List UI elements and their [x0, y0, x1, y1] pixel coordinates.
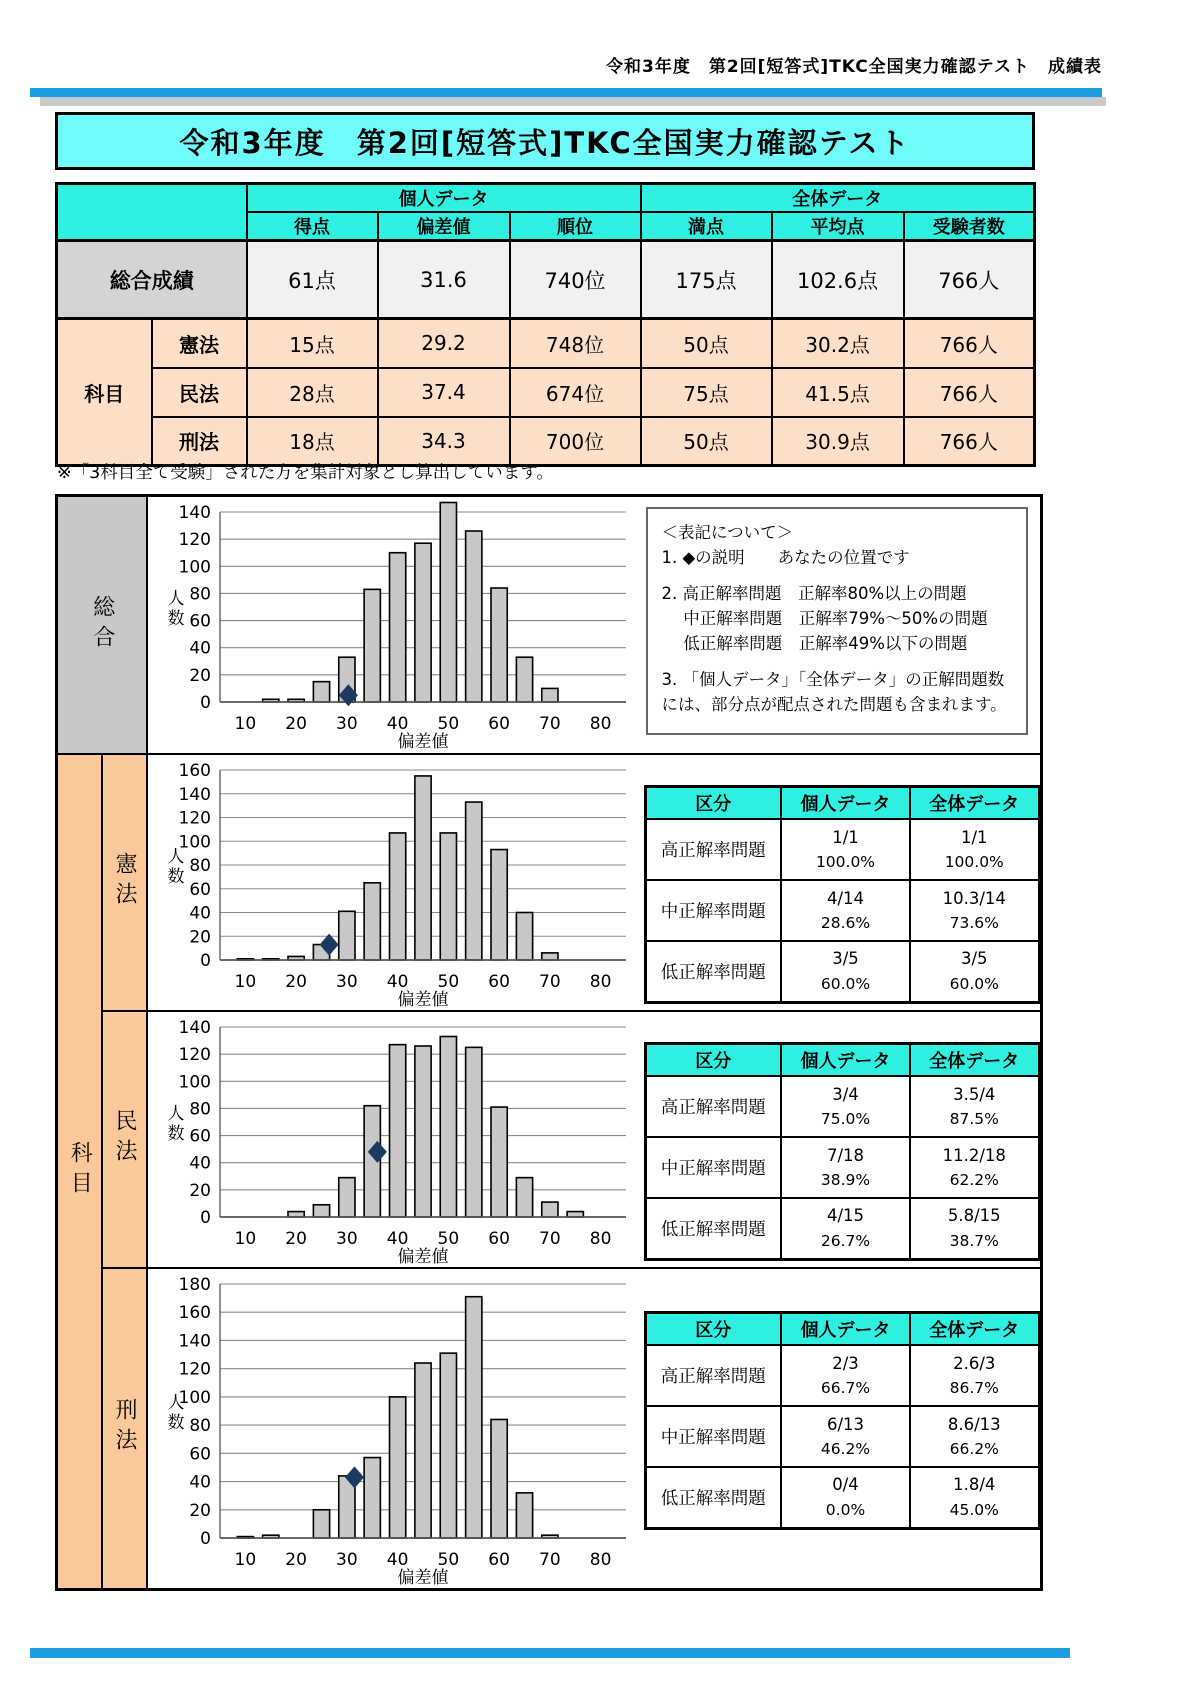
svg-text:70: 70	[538, 971, 561, 992]
svg-text:100: 100	[178, 1071, 211, 1092]
rating-header: 区分	[645, 786, 781, 819]
value: 10.3/14	[942, 888, 1006, 908]
svg-text:10: 10	[234, 971, 256, 992]
svg-text:60: 60	[487, 714, 510, 734]
value: 3/5	[832, 949, 859, 969]
value: 5.8/15	[947, 1206, 1001, 1226]
rating-header: 区分	[645, 1312, 781, 1345]
cell: 748位	[510, 319, 641, 368]
rating-row-label: 中正解率問題	[645, 1406, 781, 1467]
svg-text:60: 60	[487, 1228, 510, 1249]
svg-text:数: 数	[167, 866, 184, 887]
label-text: 科目	[67, 1141, 93, 1202]
cell: 30.2点	[772, 319, 904, 368]
cell: 50点	[641, 319, 772, 368]
svg-text:40: 40	[188, 1153, 211, 1174]
svg-text:数: 数	[167, 609, 184, 629]
cell: 28点	[247, 368, 378, 417]
label-text: 総合	[89, 594, 115, 655]
rating-table-kenpo	[644, 785, 1041, 1004]
cell: 50点	[641, 417, 772, 466]
cell: 766人	[904, 368, 1035, 417]
cell: 674位	[510, 368, 641, 417]
svg-text:50: 50	[437, 1549, 459, 1570]
svg-text:120: 120	[178, 808, 211, 828]
svg-text:120: 120	[178, 1359, 211, 1380]
svg-text:偏差値: 偏差値	[397, 1246, 448, 1267]
group-header-personal: 個人データ	[247, 184, 641, 213]
svg-text:20: 20	[284, 714, 307, 734]
label-text: 刑法	[112, 1398, 137, 1459]
total-score: 61点	[247, 241, 378, 319]
svg-text:80: 80	[589, 1549, 611, 1570]
value: 3/4	[832, 1084, 859, 1104]
cell: 18点	[247, 417, 378, 466]
col-header-average: 平均点	[772, 212, 904, 241]
cell: 766人	[904, 319, 1035, 368]
top-divider-shadow	[40, 97, 1106, 106]
group-header-overall: 全体データ	[641, 184, 1035, 213]
value: 26.7%	[820, 1231, 871, 1250]
subject-group-label: 科目	[57, 319, 152, 466]
rating-row-label: 高正解率問題	[645, 1345, 781, 1406]
value: 3/5	[960, 949, 988, 969]
value: 11.2/18	[942, 1145, 1006, 1165]
svg-text:10: 10	[234, 714, 256, 734]
histogram-sougou	[150, 500, 632, 752]
value: 7/18	[826, 1145, 865, 1165]
svg-text:100: 100	[178, 831, 211, 852]
svg-text:60: 60	[188, 611, 211, 632]
svg-text:80: 80	[188, 1098, 211, 1119]
svg-text:数: 数	[167, 1123, 184, 1144]
value: 6/13	[826, 1414, 865, 1434]
value: 45.0%	[949, 1500, 999, 1519]
svg-text:0: 0	[199, 1207, 211, 1228]
svg-text:0: 0	[199, 693, 211, 713]
svg-text:偏差値: 偏差値	[397, 732, 448, 752]
value: 86.7%	[949, 1379, 999, 1398]
svg-text:140: 140	[178, 1017, 211, 1038]
legend-box	[646, 507, 1028, 735]
top-divider-bar	[30, 88, 1102, 97]
rating-table-minpo	[644, 1042, 1041, 1261]
svg-text:20: 20	[188, 1500, 211, 1521]
svg-text:80: 80	[188, 855, 211, 876]
svg-text:100: 100	[178, 1387, 211, 1408]
svg-text:60: 60	[487, 971, 510, 992]
score-table	[55, 182, 1036, 467]
score-table-corner	[57, 184, 247, 241]
cell: 766人	[904, 417, 1035, 466]
value: 8.6/13	[947, 1414, 1001, 1434]
total-examinees: 766人	[904, 241, 1035, 319]
svg-text:120: 120	[178, 1044, 211, 1065]
rating-row-label: 高正解率問題	[645, 819, 781, 880]
svg-text:0: 0	[199, 1528, 211, 1549]
cell: 34.3	[378, 417, 510, 466]
svg-text:50: 50	[437, 1228, 459, 1249]
row-label-minpo: 民法	[152, 368, 247, 417]
cell: 15点	[247, 319, 378, 368]
value: 66.2%	[949, 1440, 999, 1459]
svg-text:70: 70	[538, 1549, 561, 1570]
chart-grid	[55, 494, 1043, 1591]
svg-text:偏差値: 偏差値	[397, 1567, 448, 1588]
cell: 37.4	[378, 368, 510, 417]
svg-text:20: 20	[188, 665, 211, 686]
svg-text:40: 40	[188, 903, 211, 923]
svg-text:20: 20	[284, 971, 307, 992]
section-label-sougou	[57, 496, 147, 754]
svg-text:10: 10	[234, 1549, 256, 1570]
title-banner	[55, 112, 1035, 170]
svg-text:40: 40	[386, 1549, 408, 1570]
svg-text:30: 30	[335, 714, 358, 734]
value: 1.8/4	[953, 1475, 996, 1495]
cell: 75点	[641, 368, 772, 417]
value: 1/1	[832, 827, 859, 847]
rating-header: 全体データ	[910, 1043, 1039, 1076]
legend-line: 中正解率問題 正解率79%～50%の問題	[661, 609, 988, 629]
section-label-keiho	[102, 1268, 147, 1590]
label-text: 憲法	[112, 852, 137, 912]
svg-text:60: 60	[487, 1549, 510, 1570]
rating-row-label: 中正解率問題	[645, 880, 781, 941]
rating-header: 区分	[645, 1043, 781, 1076]
svg-text:20: 20	[188, 1180, 211, 1201]
svg-text:20: 20	[284, 1549, 307, 1570]
svg-text:40: 40	[188, 1472, 211, 1493]
cell: 30.9点	[772, 417, 904, 466]
svg-text:80: 80	[188, 1415, 211, 1436]
svg-text:数: 数	[167, 1412, 184, 1433]
histogram-minpo	[150, 1015, 632, 1267]
value: 2/3	[832, 1353, 859, 1373]
value: 62.2%	[949, 1171, 999, 1190]
svg-text:80: 80	[589, 971, 611, 992]
total-fullmarks: 175点	[641, 241, 772, 319]
cell: 29.2	[378, 319, 510, 368]
rating-header: 個人データ	[781, 786, 910, 819]
svg-text:120: 120	[178, 530, 211, 551]
svg-text:20: 20	[188, 926, 211, 947]
svg-text:人: 人	[167, 1392, 184, 1413]
row-label-kenpo: 憲法	[152, 319, 247, 368]
svg-text:40: 40	[386, 1228, 408, 1249]
value: 4/14	[826, 888, 865, 908]
histogram-keiho	[150, 1272, 632, 1588]
svg-text:70: 70	[538, 714, 561, 734]
total-average: 102.6点	[772, 241, 904, 319]
rating-header: 全体データ	[910, 786, 1039, 819]
svg-text:人: 人	[167, 1103, 184, 1124]
svg-text:80: 80	[188, 584, 211, 605]
rating-row-label: 低正解率問題	[645, 1467, 781, 1528]
svg-text:偏差値: 偏差値	[397, 989, 448, 1010]
total-row-label: 総合成績	[57, 241, 247, 319]
value: 60.0%	[820, 974, 871, 993]
value: 0.0%	[825, 1500, 866, 1519]
page-title: 令和3年度 第2回[短答式]TKC全国実力確認テスト	[179, 125, 911, 160]
value: 75.0%	[820, 1110, 871, 1129]
rating-row-label: 中正解率問題	[645, 1137, 781, 1198]
svg-text:140: 140	[178, 503, 211, 523]
footnote: ※「3科目全て受験」された方を集計対象とし算出しています。	[57, 463, 554, 483]
value: 66.7%	[820, 1379, 871, 1398]
svg-text:70: 70	[538, 1228, 561, 1249]
col-header-fullmarks: 満点	[641, 212, 772, 241]
rating-row-label: 低正解率問題	[645, 941, 781, 1002]
col-header-deviation: 偏差値	[378, 212, 510, 241]
svg-text:0: 0	[199, 950, 211, 971]
value: 46.2%	[820, 1440, 871, 1459]
rating-header: 全体データ	[910, 1312, 1039, 1345]
svg-text:30: 30	[335, 1549, 358, 1570]
svg-text:60: 60	[188, 1443, 211, 1464]
label-text: 民法	[112, 1109, 137, 1169]
svg-text:50: 50	[437, 714, 459, 734]
rating-header: 個人データ	[781, 1312, 910, 1345]
histogram-kenpo	[150, 758, 632, 1010]
svg-text:人: 人	[167, 846, 184, 867]
rating-table-keiho	[644, 1311, 1041, 1530]
svg-text:160: 160	[178, 760, 211, 781]
svg-text:60: 60	[188, 879, 211, 900]
section-label-kenpo	[102, 754, 147, 1011]
legend-line: ＜表記について＞	[661, 523, 794, 542]
svg-text:140: 140	[178, 1330, 211, 1351]
value: 3.5/4	[953, 1084, 996, 1104]
svg-text:30: 30	[335, 1228, 358, 1249]
col-header-score: 得点	[247, 212, 378, 241]
total-rank: 740位	[510, 241, 641, 319]
value: 28.6%	[820, 914, 871, 933]
value: 60.0%	[949, 974, 999, 993]
svg-text:50: 50	[437, 971, 459, 992]
value: 73.6%	[949, 914, 999, 933]
legend-line: 1. ◆の説明 あなたの位置です	[661, 548, 910, 568]
bottom-divider-bar	[30, 1648, 1070, 1658]
svg-text:100: 100	[178, 557, 211, 578]
svg-text:60: 60	[188, 1126, 211, 1147]
value: 87.5%	[949, 1110, 999, 1129]
rating-row-label: 低正解率問題	[645, 1198, 781, 1259]
svg-text:180: 180	[178, 1274, 211, 1295]
svg-text:人: 人	[167, 589, 184, 609]
svg-text:160: 160	[178, 1302, 211, 1323]
section-label-minpo	[102, 1011, 147, 1268]
svg-text:20: 20	[284, 1228, 307, 1249]
col-header-examinees: 受験者数	[904, 212, 1035, 241]
cell: 700位	[510, 417, 641, 466]
value: 1/1	[960, 827, 988, 847]
col-header-rank: 順位	[510, 212, 641, 241]
value: 2.6/3	[953, 1353, 996, 1373]
rating-header: 個人データ	[781, 1043, 910, 1076]
legend-line: 低正解率問題 正解率49%以下の問題	[661, 634, 968, 654]
svg-text:40: 40	[188, 638, 211, 659]
value: 38.7%	[949, 1231, 999, 1250]
legend-line: 3. 「個人データ」「全体データ」の正解問題数には、部分点が配点された問題も含まれます。	[661, 670, 1007, 715]
value: 38.9%	[820, 1171, 871, 1190]
svg-text:40: 40	[386, 971, 408, 992]
legend-line: 2. 高正解率問題 正解率80%以上の問題	[661, 584, 967, 604]
value: 100.0%	[815, 853, 876, 872]
svg-text:80: 80	[589, 714, 611, 734]
svg-text:30: 30	[335, 971, 358, 992]
svg-text:140: 140	[178, 784, 211, 805]
rating-row-label: 高正解率問題	[645, 1076, 781, 1137]
svg-text:10: 10	[234, 1228, 256, 1249]
cell: 41.5点	[772, 368, 904, 417]
value: 0/4	[832, 1475, 859, 1495]
total-deviation: 31.6	[378, 241, 510, 319]
page-header-text: 令和3年度 第2回[短答式]TKC全国実力確認テスト 成績表	[606, 57, 1102, 77]
svg-text:80: 80	[589, 1228, 611, 1249]
section-label-kamoku	[57, 754, 102, 1590]
svg-text:40: 40	[386, 714, 408, 734]
row-label-keiho: 刑法	[152, 417, 247, 466]
value: 100.0%	[944, 853, 1004, 872]
value: 4/15	[826, 1206, 865, 1226]
